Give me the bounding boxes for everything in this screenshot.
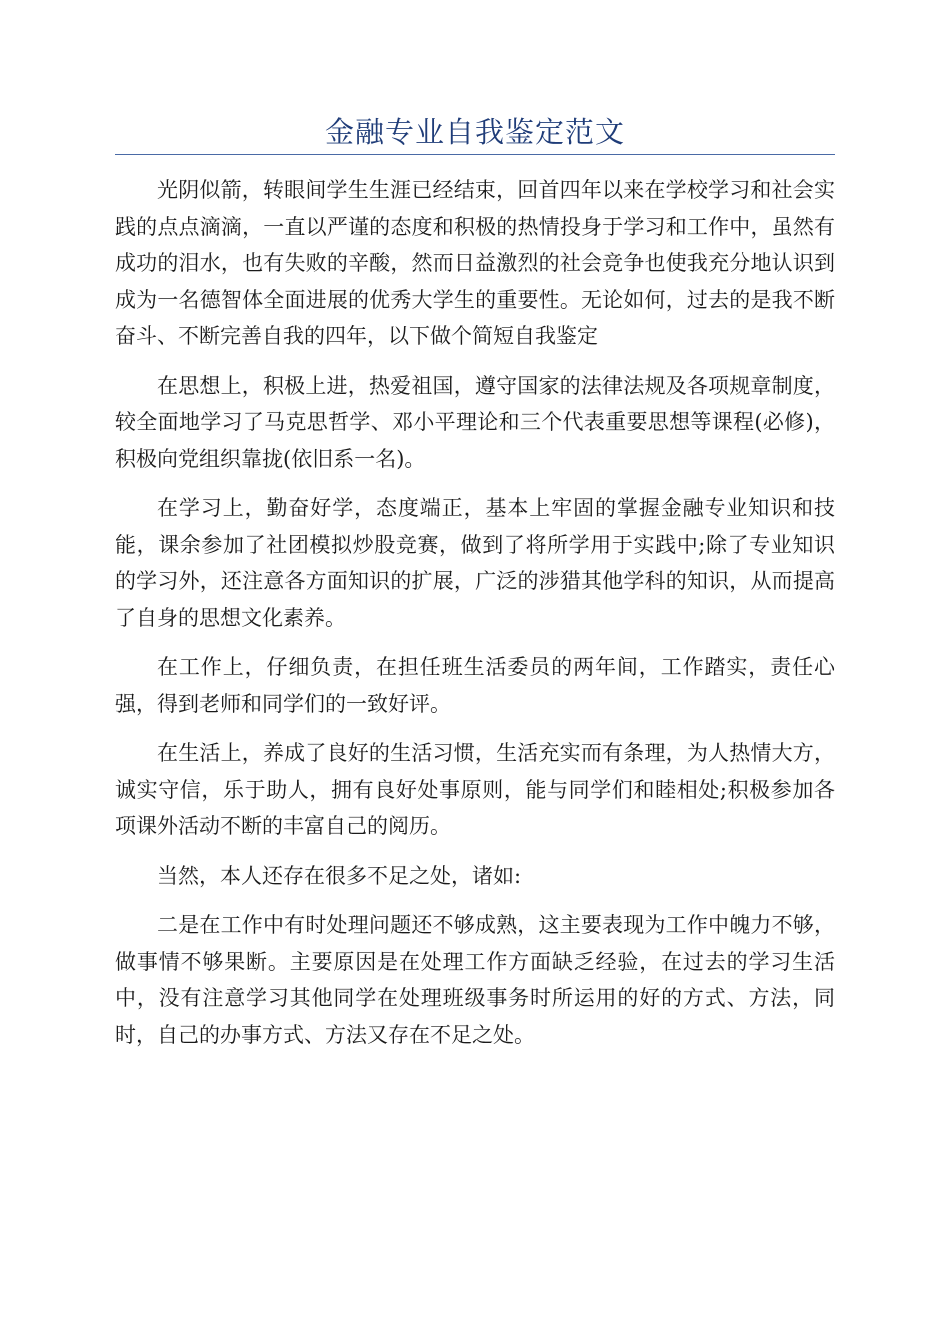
paragraph-intro: 光阴似箭，转眼间学生生涯已经结束，回首四年以来在学校学习和社会实践的点点滴滴，一直以严谨的态度和积极的热情投身于学习和工作中，虽然有成功的泪水，也有失败的辛酸，然而日益激烈的社会竞争也使我充分地认识到成为一名德智体全面进展的优秀大学生的重要性。无论如何，过去的是我不断奋斗、不断完善自我的四年，以下做个简短自我鉴定: [115, 178, 835, 348]
paragraph-shortcomings-intro: 当然，本人还存在很多不足之处，诸如:: [157, 863, 522, 888]
document-body: [115, 172, 835, 1066]
paragraph-study: 在学习上，勤奋好学，态度端正，基本上牢固的掌握金融专业知识和技能，课余参加了社团模拟炒股竞赛，做到了将所学用于实践中;除了专业知识的学习外，还注意各方面知识的扩展，广泛的涉猎其他学科的知识，从而提高了自身的思想文化素养。: [115, 496, 835, 630]
document-title: 金融专业自我鉴定范文: [324, 115, 625, 149]
paragraph-thought: 在思想上，积极上进，热爱祖国，遵守国家的法律法规及各项规章制度，较全面地学习了马克思哲学、邓小平理论和三个代表重要思想等课程(必修)，积极向党组织靠拢(依旧系一名)。: [115, 373, 835, 471]
paragraph-shortcomings-detail: 二是在工作中有时处理问题还不够成熟，这主要表现为工作中魄力不够，做事情不够果断。主要原因是在处理工作方面缺乏经验，在过去的学习生活中，没有注意学习其他同学在处理班级事务时所运用的好的方式、方法，同时，自己的办事方式、方法又存在不足之处。: [115, 913, 835, 1047]
paragraph-life: 在生活上，养成了良好的生活习惯，生活充实而有条理，为人热情大方，诚实守信，乐于助人，拥有良好处事原则，能与同学们和睦相处;积极参加各项课外活动不断的丰富自己的阅历。: [115, 741, 835, 838]
title-underline: [115, 154, 835, 155]
paragraph-work: 在工作上，仔细负责，在担任班生活委员的两年间，工作踏实，责任心强，得到老师和同学们的一致好评。: [115, 655, 835, 716]
